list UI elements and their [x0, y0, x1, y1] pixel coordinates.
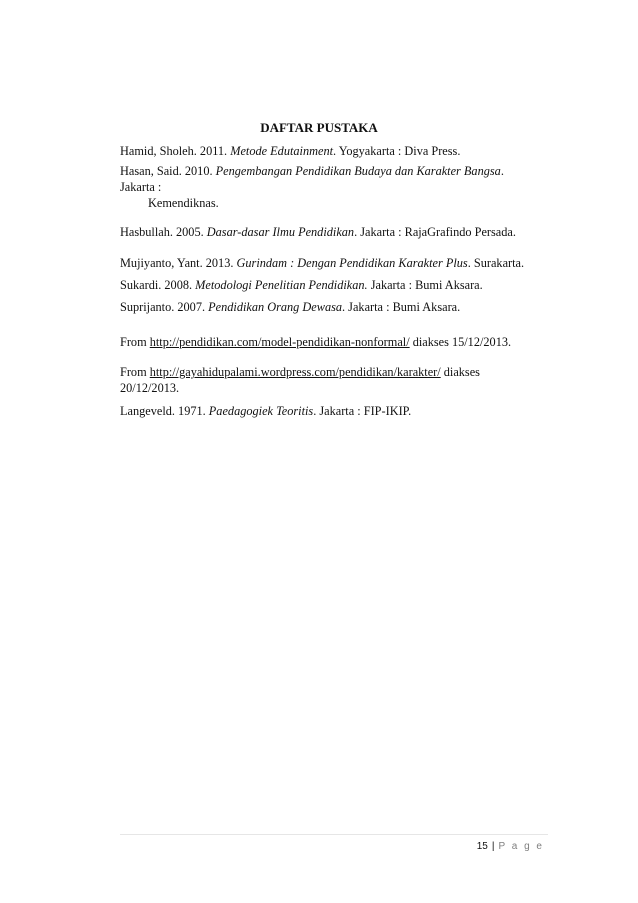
ref-title: Metode Edutainment: [230, 144, 334, 158]
reference-entry: [120, 334, 550, 350]
page-label: P a g e: [498, 841, 544, 852]
ref-author-year: Suprijanto. 2007.: [120, 300, 209, 314]
ref-title: Dasar-dasar Ilmu Pendidikan: [206, 225, 355, 239]
reference-entry: [120, 163, 550, 211]
ref-publisher: Kemendiknas.: [148, 196, 219, 210]
ref-title: Pendidikan Orang Dewasa: [208, 300, 343, 314]
ref-url-link[interactable]: http://gayahidupalami.wordpress.com/pendidikan/karakter/: [149, 365, 441, 379]
ref-title: Metodologi Penelitian Pendidikan.: [195, 278, 368, 292]
ref-author-year: Hamid, Sholeh. 2011.: [120, 144, 231, 158]
ref-access-date: diakses 15/12/2013.: [409, 335, 512, 349]
reference-entry: [120, 403, 550, 419]
reference-entry: [120, 224, 550, 240]
ref-author-year: Mujiyanto, Yant. 2013.: [120, 256, 237, 270]
page-title: DAFTAR PUSTAKA: [260, 120, 378, 135]
ref-punctuation: .: [500, 164, 504, 178]
ref-title: Pengembangan Pendidikan Budaya dan Karakter Bangsa: [215, 164, 501, 178]
page-footer: [477, 841, 544, 852]
footer-divider: [120, 834, 548, 835]
reference-entry: [120, 299, 550, 315]
ref-prefix: From: [120, 335, 150, 349]
page-number: 15: [476, 841, 488, 852]
reference-entry: [120, 364, 550, 396]
ref-access-label: diakses: [440, 365, 480, 379]
ref-prefix: From: [120, 365, 150, 379]
ref-author-year: Sukardi. 2008.: [120, 278, 196, 292]
ref-access-date: 20/12/2013.: [120, 381, 180, 395]
reference-entry: [120, 143, 550, 159]
ref-publisher: . Surakarta.: [467, 256, 525, 270]
reference-entry: [120, 277, 550, 293]
ref-publisher: . Yogyakarta : Diva Press.: [333, 144, 461, 158]
ref-title: Paedagogiek Teoritis: [208, 404, 314, 418]
ref-publisher: Jakarta : Bumi Aksara.: [367, 278, 483, 292]
ref-author-year: Langeveld. 1971.: [120, 404, 209, 418]
ref-url-link[interactable]: http://pendidikan.com/model-pendidikan-nonformal/: [149, 335, 410, 349]
footer-separator: |: [491, 841, 495, 852]
ref-publisher: . Jakarta : FIP-IKIP.: [313, 404, 412, 418]
ref-publisher: . Jakarta : RajaGrafindo Persada.: [354, 225, 516, 239]
ref-author-year: Hasbullah. 2005.: [120, 225, 207, 239]
ref-title: Gurindam : Dengan Pendidikan Karakter Plus: [236, 256, 468, 270]
ref-city: Jakarta :: [120, 180, 162, 194]
reference-entry: [120, 255, 550, 271]
ref-publisher: . Jakarta : Bumi Aksara.: [342, 300, 461, 314]
ref-author-year: Hasan, Said. 2010.: [120, 164, 216, 178]
